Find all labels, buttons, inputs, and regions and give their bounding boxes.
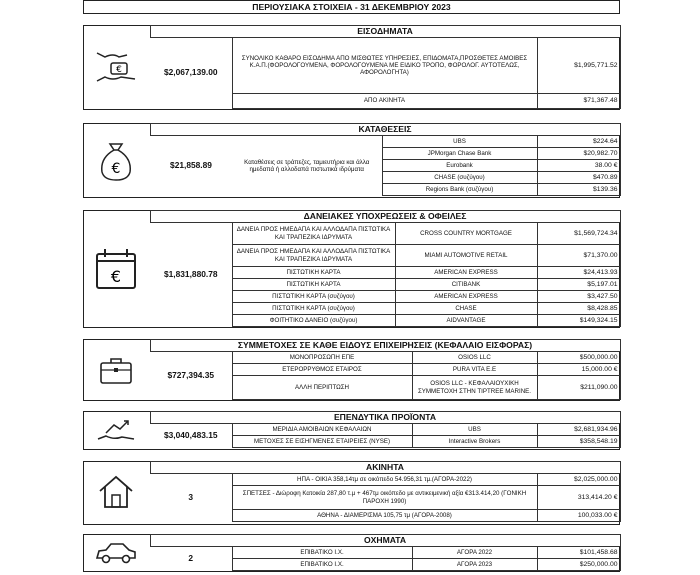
debt-value: $1,569,724.34 [537, 223, 620, 245]
investment-provider: Interactive Brokers [412, 436, 537, 448]
debts-total: $1,831,880.78 [163, 268, 218, 279]
debt-creditor: CHASE [395, 303, 537, 315]
realestate-table [83, 461, 621, 522]
debt-value: $71,370.00 [537, 245, 620, 267]
debt-type: ΠΙΣΤΩΤΙΚΗ ΚΑΡΤΑ (συζύγου) [232, 291, 395, 303]
vehicles-header: ΟΧΗΜΑΤΑ [150, 535, 620, 547]
investments-icon-cell [83, 412, 150, 448]
holding-type: ΜΟΝΟΠΡΟΣΩΠΗ ΕΠΕ [232, 352, 412, 364]
holding-value: 15,000.00 € [537, 364, 620, 376]
svg-text:€: € [111, 160, 121, 177]
holdings-table [83, 339, 621, 400]
briefcase-icon [98, 354, 134, 386]
income-row-desc: ΑΠΟ ΑΚΙΝΗΤΑ [232, 94, 537, 109]
debts-icon-cell [83, 211, 150, 327]
debt-value: $5,197.01 [537, 279, 620, 291]
holding-company: PURA VITA E.E [412, 364, 537, 376]
income-total: $2,067,139.00 [163, 67, 218, 78]
property-value: 100,033.00 € [537, 510, 620, 522]
property-desc: ΣΠΕΤΣΕΣ - Διώροφη Κατοικία 287,80 τ.μ + 467τμ οικόπεδο με αντικειμενική αξία €313.414,20 (ΓΟΝΙΚΗ ΠΑΡΟΧΗ 1990) [232, 486, 537, 510]
debt-type: ΠΙΣΤΩΤΙΚΗ ΚΑΡΤΑ [232, 267, 395, 279]
deposit-bank: UBS [382, 136, 537, 148]
deposits-table [83, 123, 621, 196]
property-value: $2,025,000.00 [537, 474, 620, 486]
debt-creditor: MIAMI AUTOMOTIVE RETAIL [395, 245, 537, 267]
debt-value: $3,427.50 [537, 291, 620, 303]
debt-creditor: AMERICAN EXPRESS [395, 291, 537, 303]
vehicle-acquisition: ΑΓΟΡΑ 2022 [412, 547, 537, 559]
car-icon [93, 540, 139, 566]
investments-header: ΕΠΕΝΔΥΤΙΚΑ ΠΡΟΪΟΝΤΑ [150, 412, 620, 424]
vehicles-icon-cell [83, 535, 150, 571]
property-desc: ΗΠΑ - ΟΙΚΙΑ 358,14τμ σε οικόπεδο 54.956,31 τμ.(ΑΓΟΡΑ-2022) [232, 474, 537, 486]
debt-type: ΔΑΝΕΙΑ ΠΡΟΣ ΗΜΕΔΑΠΑ ΚΑΙ ΑΛΛΟΔΑΠΑ ΠΙΣΤΩΤΙΚΑ ΚΑΙ ΤΡΑΠΕΖΙΚΑ ΙΔΡΥΜΑΤΑ [232, 245, 395, 267]
deposit-bank: CHASE (συζύγου) [382, 172, 537, 184]
realestate-icon-cell [83, 462, 150, 522]
income-row-desc: ΣΥΝΟΛΙΚΟ ΚΑΘΑΡΟ ΕΙΣΟΔΗΜΑ ΑΠΟ ΜΙΣΘΩΤΕΣ ΥΠΗΡΕΣΙΕΣ, ΕΠΙΔΟΜΑΤΑ,ΠΡΟΣΘΕΤΕΣ ΑΜΟΙΒΕΣ Κ.Α.Π.(ΦΟΡΟΛΟΓΟΥΜΕΝΑ, ΦΟΡΟΛΟΓΟΥΜΕΝΑ ΜΕ ΕΙΔΙΚΟ ΤΡΟΠΟ, ΦΟΡΟΛΟΓ. ΑΥΤΟΤΕΛΩΣ, ΑΦΟΡΟΛΟΓΗΤΑ) [232, 38, 537, 94]
holding-value: $500,000.00 [537, 352, 620, 364]
svg-text:€: € [116, 65, 123, 75]
calendar-euro-icon [93, 246, 139, 292]
deposit-value: 38.00 € [537, 160, 620, 172]
money-bag-euro-icon [96, 138, 136, 182]
debt-type: ΔΑΝΕΙΑ ΠΡΟΣ ΗΜΕΔΑΠΑ ΚΑΙ ΑΛΛΟΔΑΠΑ ΠΙΣΤΩΤΙΚΑ ΚΑΙ ΤΡΑΠΕΖΙΚΑ ΙΔΡΥΜΑΤΑ [232, 223, 395, 245]
investments-total: $3,040,483.15 [163, 429, 218, 440]
vehicle-type: ΕΠΙΒΑΤΙΚΟ Ι.Χ. [232, 547, 412, 559]
page-title: ΠΕΡΙΟΥΣΙΑΚΑ ΣΤΟΙΧΕΙΑ - 31 ΔΕΚΕΜΒΡΙΟΥ 2023 [83, 0, 620, 14]
vehicles-count: 2 [188, 552, 194, 563]
deposit-value: $139.36 [537, 184, 620, 196]
vehicle-value: $250,000.00 [537, 559, 620, 571]
svg-text:€: € [111, 266, 122, 286]
holding-type: ΑΛΛΗ ΠΕΡΙΠΤΩΣΗ [232, 376, 412, 400]
investments-table [83, 411, 621, 448]
deposit-value: $224.64 [537, 136, 620, 148]
holdings-total: $727,394.35 [167, 369, 215, 380]
vehicle-acquisition: ΑΓΟΡΑ 2023 [412, 559, 537, 571]
deposit-bank: Regions Bank (συζύγου) [382, 184, 537, 196]
deposits-icon-cell [83, 124, 150, 196]
income-header: ΕΙΣΟΔΗΜΑΤΑ [150, 26, 620, 38]
debt-value: $8,428.85 [537, 303, 620, 315]
vehicle-value: $101,458.68 [537, 547, 620, 559]
debt-value: $24,413.93 [537, 267, 620, 279]
deposits-description: Καταθέσεις σε τράπεζες, ταμιευτήρια και άλλα ημεδαπά ή αλλοδαπά πιστωτικά ιδρύματα [244, 158, 370, 173]
holding-type: ΕΤΕΡΟΡΡΥΘΜΟΣ ΕΤΑΙΡΟΣ [232, 364, 412, 376]
investment-type: ΜΕΤΟΧΕΣ ΣΕ ΕΙΣΗΓΜΕΝΕΣ ΕΤΑΙΡΕΙΕΣ (NYSE) [232, 436, 412, 448]
deposits-total: $21,858.89 [170, 159, 212, 170]
holding-value: $211,090.00 [537, 376, 620, 400]
debts-table [83, 210, 621, 327]
house-icon [96, 473, 136, 511]
debt-creditor: AIDVANTAGE [395, 315, 537, 327]
debt-value: $149,324.15 [537, 315, 620, 327]
debt-type: ΦΟΙΤΗΤΙΚΟ ΔΑΝΕΙΟ (συζύγου) [232, 315, 395, 327]
income-row-value: $71,367.48 [537, 94, 620, 109]
deposits-header: ΚΑΤΑΘΕΣΕΙΣ [150, 124, 620, 136]
deposit-bank: Eurobank [382, 160, 537, 172]
hand-money-icon [93, 47, 139, 87]
vehicles-table [83, 534, 621, 571]
investment-type: ΜΕΡΙΔΙΑ ΑΜΟΙΒΑΙΩΝ ΚΕΦΑΛΑΙΩΝ [232, 424, 412, 436]
debt-type: ΠΙΣΤΩΤΙΚΗ ΚΑΡΤΑ [232, 279, 395, 291]
income-icon-cell [83, 26, 150, 109]
debts-header: ΔΑΝΕΙΑΚΕΣ ΥΠΟΧΡΕΩΣΕΙΣ & ΟΦΕΙΛΕΣ [150, 211, 620, 223]
investment-provider: UBS [412, 424, 537, 436]
holding-company: OSIOS LLC [412, 352, 537, 364]
holdings-header: ΣΥΜΜΕΤΟΧΕΣ ΣΕ ΚΑΘΕ ΕΙΔΟΥΣ ΕΠΙΧΕΙΡΗΣΕΙΣ (ΚΕΦΑΛΑΙΟ ΕΙΣΦΟΡΑΣ) [150, 340, 620, 352]
debt-creditor: AMERICAN EXPRESS [395, 267, 537, 279]
deposit-value: $470.89 [537, 172, 620, 184]
realestate-count: 3 [188, 491, 194, 502]
property-desc: ΑΘΗΝΑ - ΔΙΑΜΕΡΙΣΜΑ 105,75 τμ (ΑΓΟΡΑ-2008) [232, 510, 537, 522]
vehicle-type: ΕΠΙΒΑΤΙΚΟ Ι.Χ. [232, 559, 412, 571]
income-row-value: $1,995,771.52 [537, 38, 620, 94]
realestate-header: ΑΚΙΝΗΤΑ [150, 462, 620, 474]
hand-growth-icon [94, 415, 138, 445]
deposit-bank: JPMorgan Chase Bank [382, 148, 537, 160]
property-value: 313,414.20 € [537, 486, 620, 510]
debt-type: ΠΙΣΤΩΤΙΚΗ ΚΑΡΤΑ (συζύγου) [232, 303, 395, 315]
debt-creditor: CITIBANK [395, 279, 537, 291]
deposit-value: $20,982.70 [537, 148, 620, 160]
income-table [83, 25, 621, 109]
debt-creditor: CROSS COUNTRY MORTGAGE [395, 223, 537, 245]
investment-value: $358,548.19 [537, 436, 620, 448]
holdings-icon-cell [83, 340, 150, 400]
holding-company: OSIOS LLC - ΚΕΦΑΛΑΙΟΥΧΙΚΗ ΣΥΜΜΕΤΟΧΗ ΣΤΗΝ TIPTREE MARINE. [412, 376, 537, 400]
investment-value: $2,681,934.96 [537, 424, 620, 436]
